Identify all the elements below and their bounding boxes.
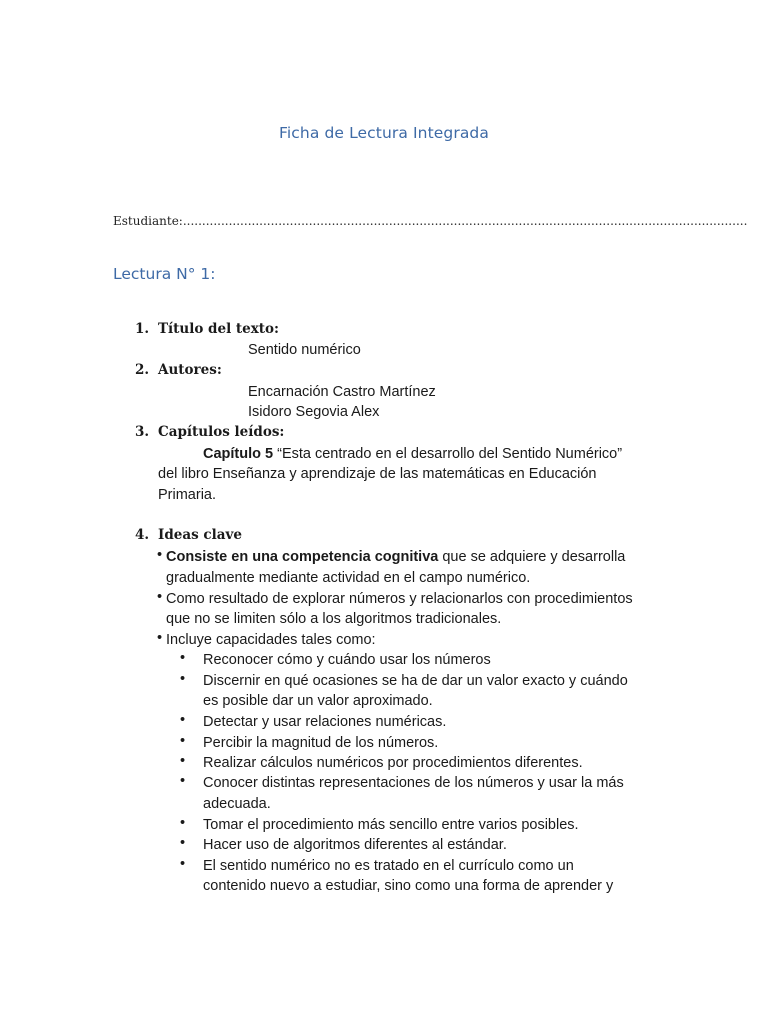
section-3-label: Capítulos leídos:	[158, 424, 285, 440]
idea-3-line-1: Incluye capacidades tales como:	[166, 632, 376, 648]
section-4-number: 4.	[135, 527, 150, 543]
chapter-line-1	[203, 444, 622, 465]
sub-item-5: Realizar cálculos numéricos por procedimientos diferentes.	[203, 755, 583, 771]
student-field	[113, 214, 748, 228]
chapter-name: Capítulo 5	[203, 446, 274, 462]
student-label: Estudiante:	[113, 214, 183, 228]
bullet-icon: •	[157, 547, 163, 563]
sub-item-6-line-1: Conocer distintas representaciones de los números y usar la más	[203, 775, 624, 791]
sub-bullet-icon: •	[180, 815, 186, 831]
sub-item-2-line-2: es posible dar un valor aproximado.	[203, 693, 433, 709]
idea-2-line-1: Como resultado de explorar números y relacionarlos con procedimientos	[166, 591, 633, 607]
section-3-number: 3.	[135, 424, 150, 440]
sub-item-3: Detectar y usar relaciones numéricas.	[203, 714, 447, 730]
sub-bullet-icon: •	[180, 835, 186, 851]
bullet-icon: •	[157, 589, 163, 605]
sub-bullet-icon: •	[180, 733, 186, 749]
chapter-description: “Esta centrado en el desarrollo del Sentido Numérico”	[273, 446, 623, 462]
sub-item-9-line-1: El sentido numérico no es tratado en el currículo como un	[203, 858, 574, 874]
sub-bullet-icon: •	[180, 712, 186, 728]
section-1-label: Título del texto:	[158, 321, 280, 337]
section-1-number: 1.	[135, 321, 150, 337]
sub-bullet-icon: •	[180, 773, 186, 789]
bullet-icon: •	[157, 630, 163, 646]
author-2: Isidoro Segovia Alex	[248, 404, 380, 420]
sub-bullet-icon: •	[180, 753, 186, 769]
sub-item-4: Percibir la magnitud de los números.	[203, 735, 439, 751]
section-4-label: Ideas clave	[158, 527, 242, 543]
sub-item-6-line-2: adecuada.	[203, 796, 271, 812]
idea-1-line-2: gradualmente mediante actividad en el campo numérico.	[166, 570, 531, 586]
sub-item-9-line-2: contenido nuevo a estudiar, sino como una forma de aprender y	[203, 878, 614, 894]
idea-1-rest: que se adquiere y desarrolla	[438, 549, 626, 565]
document-title: Ficha de Lectura Integrada	[279, 124, 489, 142]
author-1: Encarnación Castro Martínez	[248, 384, 436, 400]
idea-1-bold: Consiste en una competencia cognitiva	[166, 549, 439, 565]
title-value: Sentido numérico	[248, 342, 361, 358]
student-dots: ....................................................................................................................................................	[182, 214, 748, 228]
sub-bullet-icon: •	[180, 856, 186, 872]
sub-bullet-icon: •	[180, 650, 186, 666]
lectura-heading: Lectura N° 1:	[113, 265, 216, 283]
sub-item-7: Tomar el procedimiento más sencillo entre varios posibles.	[203, 817, 579, 833]
chapter-line-3: Primaria.	[158, 487, 217, 503]
idea-2-line-2: que no se limiten sólo a los algoritmos tradicionales.	[166, 611, 502, 627]
sub-item-2-line-1: Discernir en qué ocasiones se ha de dar un valor exacto y cuándo	[203, 673, 628, 689]
sub-bullet-icon: •	[180, 671, 186, 687]
section-2-number: 2.	[135, 362, 150, 378]
sub-item-1: Reconocer cómo y cuándo usar los números	[203, 652, 491, 668]
chapter-line-2: del libro Enseñanza y aprendizaje de las matemáticas en Educación	[158, 466, 597, 482]
section-2-label: Autores:	[158, 362, 222, 378]
sub-item-8: Hacer uso de algoritmos diferentes al estándar.	[203, 837, 507, 853]
idea-1-line-1	[166, 547, 625, 568]
